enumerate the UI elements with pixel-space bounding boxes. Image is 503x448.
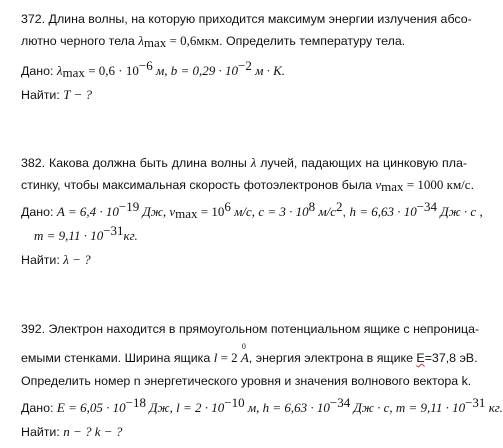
problem-372-line-2: лютно черного тела $\lambda_{max} = 0,6мкм$. Определить температуру тела. (21, 33, 406, 50)
problem-372-line-1: 372. Длина волны, на которую приходится максимум энергии излучения абсо- (21, 12, 472, 26)
problem-392-line-2: емыми стенками. Ширина ящика l = 2 0 A, энергия электрона в ящике E=37,8 эВ. (21, 350, 467, 366)
problem-382-given: Дано: $A = 6,4 \cdot 10^{-19}$ Дж, $v_{max} = 10^6$ м/с, $c = 3 \cdot 10^8$ $м/с^2$, $h = 6,63 \cdot 10^{-34}$ Дж · с , (21, 199, 483, 221)
problem-382-find: Найти: λ − ? (21, 252, 91, 267)
problem-382-line-1: 382. Какова должна быть длина волны λ лучей, падающих на цинковую пла- (21, 155, 467, 170)
problem-382-given-mass: $m = 9,11 \cdot 10^{-31}кг$. (34, 223, 138, 243)
problem-372-find: Найти: T − ? (21, 87, 93, 102)
problem-392-line-3: Определить номер n энергетического уровня и значения волнового вектора k. (21, 374, 472, 388)
problem-392-given: Дано: $E = 6,05 \cdot 10^{-18}$ Дж, $l = 2 \cdot 10^{-10}$ м, $h = 6,63 \cdot 10^{-34}$ Дж · с, $m = 9,11 \cdot 10^{-31}$ кг. (21, 395, 503, 415)
problem-392-find: Найти: n − ? k − ? (21, 424, 123, 439)
problem-392-line-1: 392. Электрон находится в прямоугольном потенциальном ящике с непроница- (21, 322, 480, 336)
problem-382-line-2: стинку, чтобы максимальная скорость фотоэлектронов была $v_{max} = 1000$ км/с. (21, 177, 475, 194)
problem-372-given: Дано: $\lambda_{max} = 0,6 \cdot 10^{-6}$ м, $b = 0,29 \cdot 10^{-2}$ м · К. (21, 58, 286, 80)
